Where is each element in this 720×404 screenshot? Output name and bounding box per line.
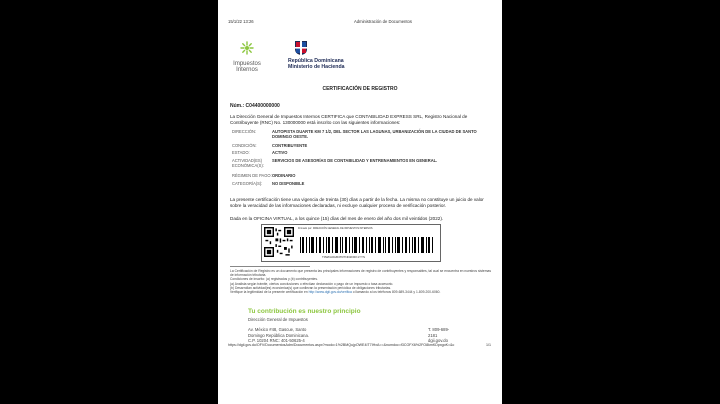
verify-link[interactable]: http://www.dgii.gov.do/verifica bbox=[308, 290, 352, 295]
sun-logo-icon bbox=[239, 40, 255, 56]
hacienda-logo-line2: Ministerio de Hacienda bbox=[288, 64, 345, 70]
condition-label: CONDICIÓN: bbox=[232, 143, 257, 148]
document-page bbox=[218, 0, 502, 404]
footnotes bbox=[230, 269, 492, 294]
address-line-2: Domingo República Dominicana. bbox=[248, 332, 309, 338]
qr-code-icon bbox=[264, 227, 294, 257]
footnote-5 bbox=[230, 290, 492, 294]
barcode-icon bbox=[298, 237, 436, 253]
address-value: AUTOPISTA DUARTE KM 7 1/2, DEL SECTOR LAS LAGUNAS, URBANIZACIÓN DE LA CIUDAD DE SANTO DOMINGO OESTE. bbox=[272, 129, 477, 139]
slogan: Tu contribución es nuestro principio bbox=[248, 308, 361, 315]
validity-paragraph: La presente certificación tiene una vigencia de treinta (30) días a partir de la fecha. La misma no constituye un juicio de valor sobre la veracidad de las informaciones declaradas, ni excluye cualquier proceso de verificación posterior. bbox=[230, 197, 484, 208]
hacienda-logo-line1: República Dominicana bbox=[288, 58, 344, 64]
page-number: 1/1 bbox=[486, 343, 491, 347]
barcode-text: T0WFA0GB4TR7ND2FRK1YYS bbox=[322, 255, 366, 259]
website[interactable]: dgii.gov.do bbox=[428, 338, 448, 343]
document-title: CERTIFICACIÓN DE REGISTRO bbox=[322, 86, 398, 92]
phone-line-2: 2181 bbox=[428, 332, 438, 338]
payment-regime-label: RÉGIMEN DE PAGO: bbox=[232, 173, 272, 178]
dgii-logo bbox=[230, 40, 264, 73]
agency-contact bbox=[428, 327, 449, 344]
intro-paragraph: La Dirección General de Impuestos Internos CERTIFICA que CONTABILIDAD EXPRESS SRL, Registro Nacional de Contribuyente (RNC) No. 130000000 está inscrito con las siguientes informaciones: bbox=[230, 114, 468, 125]
activity-label: ACTIVIDAD(ES) ECONÓMICA(S): bbox=[232, 158, 264, 168]
footnote-2: Condiciones de inscrito: (a) registrados y (b) contribuyentes. bbox=[230, 277, 318, 282]
verify-phones: o llamando a los teléfonos 809-689-3444 y 1-809-200-6060. bbox=[352, 290, 441, 295]
coat-of-arms-icon bbox=[294, 40, 308, 56]
activity-value: SERVICIOS DE ASESORÍAS DE CONTABILIDAD Y ENTRENAMIENTOS EN GENERAL. bbox=[272, 158, 438, 163]
agency-name: Dirección General de Impuestos bbox=[248, 317, 308, 322]
address-line-3: C.P. 10204 RNC: 401-50625-4 bbox=[248, 338, 305, 343]
category-value: NO DISPONIBLE bbox=[272, 181, 305, 186]
address-line-1: Av. México #48, Gascue, Santo bbox=[248, 327, 307, 332]
footnote-3: (a) Analista según trámite, ciertos conclusiones o efectúan declaración o pago de un impuesto o tasa accesorio. bbox=[230, 281, 394, 286]
verify-text: Verifique la legitimidad de la presente certificación en bbox=[230, 290, 308, 295]
print-url: https://dgii.gov.do/OFV/DocumentosAdm/Documentos.aspx?modo=1%2BMQujpOWE4IT7IHxA==&numdoc=f3COFX6%2FO8kmKDpxgoK=&c bbox=[228, 343, 455, 347]
footnote-4: (b) Desarrollan actividad(es) económica(s) que conllevan la presentación periódica de obligaciones tributarias. bbox=[230, 285, 392, 290]
category-label: CATEGORÍA(S): bbox=[232, 181, 263, 186]
payment-regime-value: ORDINARIO bbox=[272, 173, 296, 178]
status-label: ESTADO: bbox=[232, 150, 250, 155]
address-label: DIRECCIÓN: bbox=[232, 129, 257, 134]
footnote-divider bbox=[230, 266, 310, 267]
dated-paragraph: Dada en la OFICINA VIRTUAL, a los quince (15) días del mes de enero del año dos mil veintidos (2022). bbox=[230, 216, 444, 221]
signature-box bbox=[261, 224, 441, 262]
dgii-logo-line1: Impuestos bbox=[233, 61, 261, 67]
condition-value: CONTRIBUYENTE bbox=[272, 143, 308, 148]
certificate-number: Núm.: C04400000000 bbox=[230, 103, 280, 109]
status-value: ACTIVO bbox=[272, 150, 288, 155]
print-title: Administración de Documentos bbox=[354, 19, 412, 24]
digital-signature-text: Firmado por: DIRECCIÓN GENERAL DE IMPUESTOS INTERNOS bbox=[298, 227, 373, 230]
print-datetime: 15/1/22 13:26 bbox=[228, 19, 254, 24]
phone-line-1: T. 809-689- bbox=[428, 327, 450, 332]
dgii-logo-line2: Internos bbox=[236, 67, 258, 73]
agency-address bbox=[248, 327, 309, 344]
footnote-1: La Certificación de Registro es un documento que presenta las principales informaciones de registro de contribuyentes y responsables, tal cual se encuentra en nuestros sistemas de información tributaria. bbox=[230, 269, 491, 278]
